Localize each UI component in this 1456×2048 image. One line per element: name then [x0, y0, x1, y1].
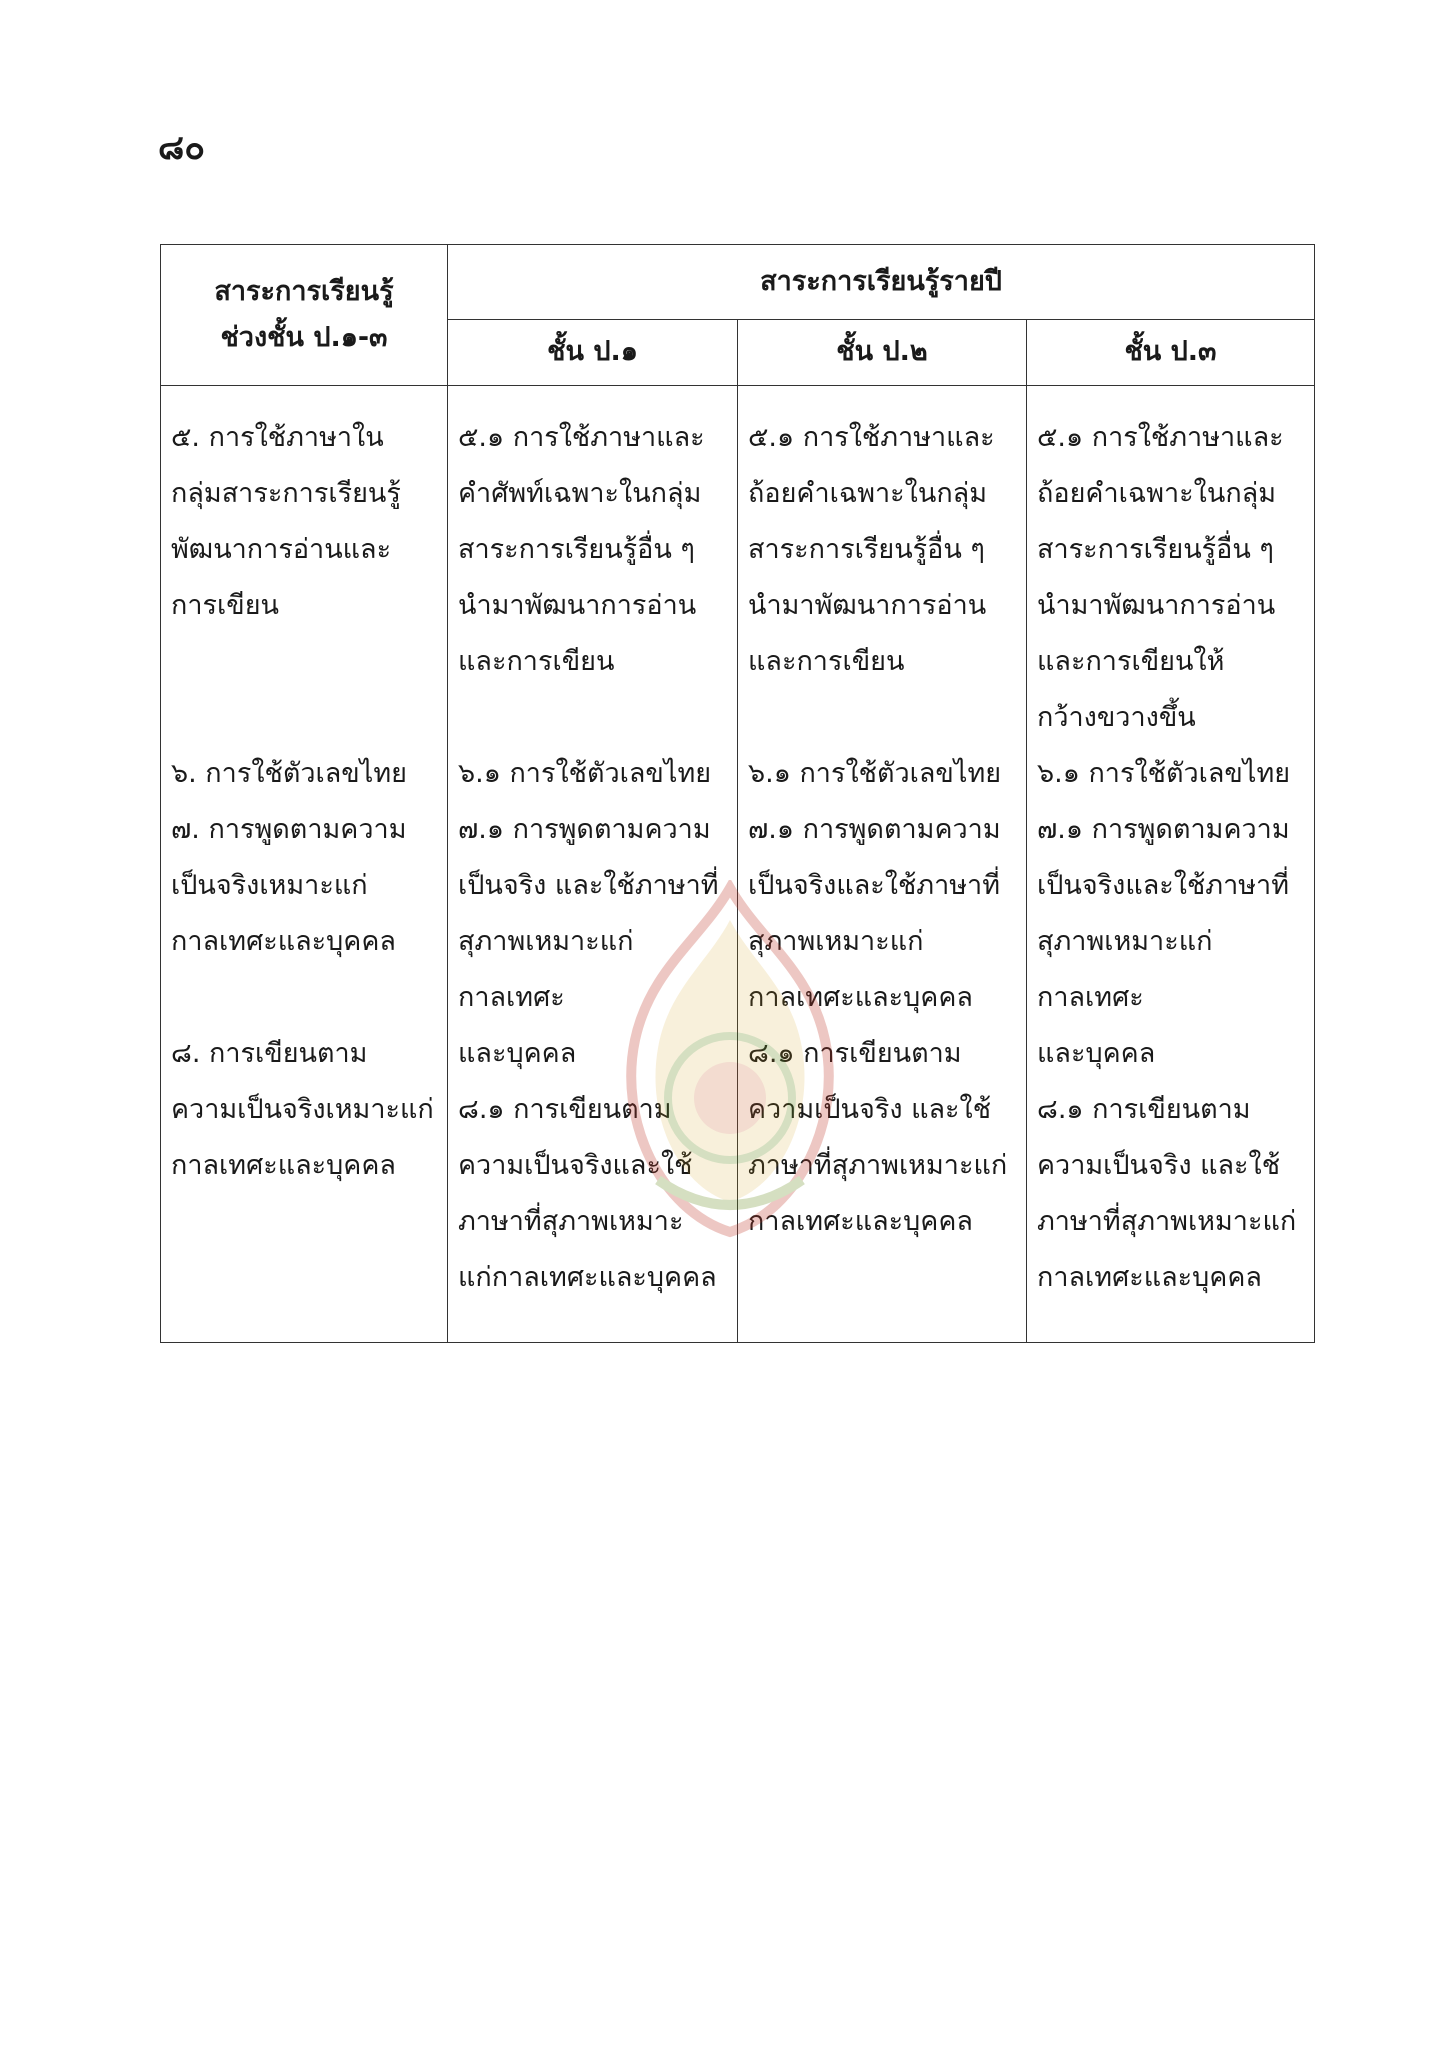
text-line: สาระการเรียนรู้อื่น ๆ: [458, 534, 695, 565]
entry-5-1: [748, 410, 1018, 746]
text-line: ความเป็นจริงและใช้: [458, 1150, 693, 1181]
entry-8-1: [1037, 1082, 1306, 1306]
text-line: ๗. การพูดตามความ: [171, 814, 407, 845]
text-line: และการเขียน: [458, 646, 615, 677]
text-line: ๖.๑ การใช้ตัวเลขไทย: [748, 758, 1002, 789]
text-line: ๘. การเขียนตาม: [171, 1038, 368, 1069]
text-line: เป็นจริง และใช้ภาษาที่: [458, 870, 719, 901]
text-line: การเขียน: [171, 590, 279, 621]
text-line: กาลเทศะและบุคคล: [171, 1150, 396, 1181]
text-line: สาระการเรียนรู้อื่น ๆ: [748, 534, 985, 565]
text-line: ความเป็นจริง และใช้: [1037, 1150, 1281, 1181]
header-yearly-content: สาระการเรียนรู้รายปี: [448, 245, 1315, 320]
text-line: กลุ่มสาระการเรียนรู้: [171, 478, 401, 509]
entry-6: [171, 746, 439, 802]
header-strand-line: ช่วงชั้น ป.๑-๓: [220, 322, 388, 353]
text-line: กว้างขวางขึ้น: [1037, 702, 1196, 733]
text-line: สาระการเรียนรู้อื่น ๆ: [1037, 534, 1274, 565]
entry-7-1: [748, 802, 1018, 1026]
entry-5-1: [458, 410, 729, 746]
cell-grade-p1: [448, 386, 738, 1343]
curriculum-table: [160, 244, 1315, 1343]
text-line: ภาษาที่สุภาพเหมาะแก่: [748, 1150, 1008, 1181]
header-grade-p3: ชั้น ป.๓: [1027, 319, 1315, 385]
text-line: ๖.๑ การใช้ตัวเลขไทย: [458, 758, 712, 789]
cell-grade-p2: [738, 386, 1027, 1343]
text-line: เป็นจริงและใช้ภาษาที่: [1037, 870, 1290, 901]
text-line: และบุคคล: [458, 1038, 577, 1069]
text-line: ๕. การใช้ภาษาใน: [171, 422, 384, 453]
text-line: พัฒนาการอ่านและ: [171, 534, 392, 565]
cell-grade-p3: [1027, 386, 1315, 1343]
text-line: ๗.๑ การพูดตามความ: [1037, 814, 1290, 845]
text-line: และการเขียนให้: [1037, 646, 1225, 677]
entry-6-1: [458, 746, 729, 802]
text-line: ภาษาที่สุภาพเหมาะ: [458, 1206, 684, 1237]
text-line: สุภาพเหมาะแก่: [748, 926, 924, 957]
entry-7-1: [1037, 802, 1306, 1082]
text-line: ๕.๑ การใช้ภาษาและ: [748, 422, 995, 453]
text-line: ความเป็นจริง และใช้: [748, 1094, 992, 1125]
text-line: ๕.๑ การใช้ภาษาและ: [458, 422, 705, 453]
header-strand-range: [161, 245, 448, 386]
text-line: ถ้อยคำเฉพาะในกลุ่ม: [1037, 478, 1277, 509]
text-line: เป็นจริงและใช้ภาษาที่: [748, 870, 1001, 901]
text-line: สุภาพเหมาะแก่กาลเทศะ: [458, 926, 634, 1013]
text-line: คำศัพท์เฉพาะในกลุ่ม: [458, 478, 702, 509]
text-line: กาลเทศะและบุคคล: [1037, 1262, 1262, 1293]
text-line: ๘.๑ การเขียนตาม: [458, 1094, 672, 1125]
entry-8-1: [458, 1082, 729, 1306]
text-line: ๘.๑ การเขียนตาม: [748, 1038, 962, 1069]
text-line: แก่กาลเทศะและบุคคล: [458, 1262, 717, 1293]
text-line: นำมาพัฒนาการอ่าน: [458, 590, 697, 621]
text-line: ๕.๑ การใช้ภาษาและ: [1037, 422, 1284, 453]
entry-7: [171, 802, 439, 1026]
text-line: ภาษาที่สุภาพเหมาะแก่: [1037, 1206, 1297, 1237]
text-line: นำมาพัฒนาการอ่าน: [1037, 590, 1276, 621]
text-line: และบุคคล: [1037, 1038, 1156, 1069]
text-line: ถ้อยคำเฉพาะในกลุ่ม: [748, 478, 988, 509]
header-grade-p1: ชั้น ป.๑: [448, 319, 738, 385]
entry-6-1: [1037, 746, 1306, 802]
header-strand-line: สาระการเรียนรู้: [214, 276, 394, 307]
text-line: ๖.๑ การใช้ตัวเลขไทย: [1037, 758, 1291, 789]
page-number: ๘๐: [158, 128, 205, 168]
text-line: นำมาพัฒนาการอ่าน: [748, 590, 987, 621]
cell-strand: [161, 386, 448, 1343]
text-line: และการเขียน: [748, 646, 905, 677]
text-line: กาลเทศะและบุคคล: [748, 1206, 973, 1237]
text-line: เป็นจริงเหมาะแก่: [171, 870, 368, 901]
entry-8: [171, 1026, 439, 1194]
text-line: กาลเทศะและบุคคล: [171, 926, 396, 957]
text-line: ๘.๑ การเขียนตาม: [1037, 1094, 1251, 1125]
entry-5: [171, 410, 439, 746]
entry-6-1: [748, 746, 1018, 802]
text-line: ๗.๑ การพูดตามความ: [748, 814, 1001, 845]
entry-5-1: [1037, 410, 1306, 746]
entry-7-1: [458, 802, 729, 1082]
header-grade-p2: ชั้น ป.๒: [738, 319, 1027, 385]
text-line: ความเป็นจริงเหมาะแก่: [171, 1094, 434, 1125]
text-line: สุภาพเหมาะแก่กาลเทศะ: [1037, 926, 1213, 1013]
entry-8-1: [748, 1026, 1018, 1250]
text-line: กาลเทศะและบุคคล: [748, 982, 973, 1013]
text-line: ๗.๑ การพูดตามความ: [458, 814, 711, 845]
text-line: ๖. การใช้ตัวเลขไทย: [171, 758, 407, 789]
